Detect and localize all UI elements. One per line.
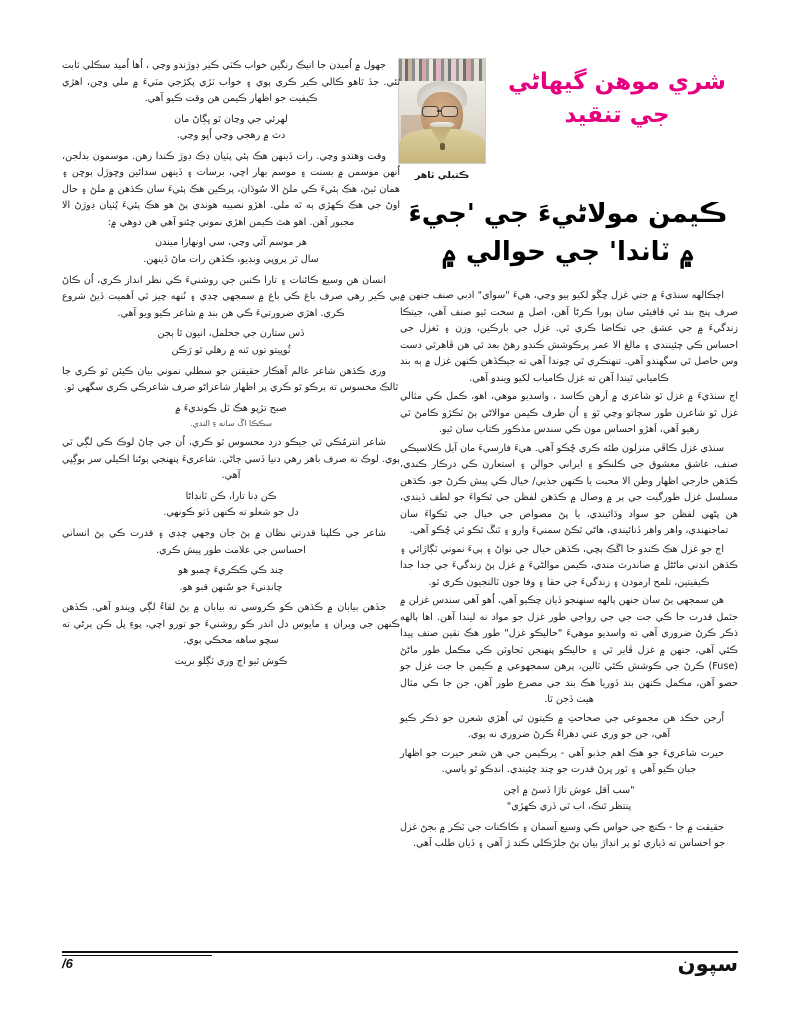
verse-block (62, 563, 400, 596)
portrait-pendant (440, 143, 445, 150)
verse-line: ٽُوڀيتو توں ٿنه ۾ رهلي ٿو رَڪن (171, 344, 291, 356)
body-paragraph: اُرجن حڪد هن مجموعي جي صحاحتِ ۾ ڪيتون ٿي اُهڙي شعرن جو ذڪر ڪيو آهي، جن جو وري عني دهراءُ ڪرڻ ضروري نه ٻوي. (400, 712, 724, 740)
article-title-line-1: ڪيمن مولاڻيءَ جي 'جيءَ (408, 199, 728, 229)
body-paragraph: حقيقت ۾ جا - ڪنچ جي حواس ڪي وسيع آسمان ۽ ڪاڪنات جي ٽڪر ۾ بجڻ غزل جو احساس ته ڏياري ٿو پر انڊاڙ بيان ٻڻ جلڙڪلي ڪند ڙ آهي ۽ ڏيان طلب آهي. (400, 821, 726, 850)
bookshelf-background (399, 59, 485, 83)
headline-text (496, 58, 738, 131)
footer-page-number: 6/ (62, 956, 73, 971)
eyeglasses-right-lens (441, 106, 458, 117)
portrait-wrap (398, 58, 486, 181)
verse-block (62, 112, 400, 145)
body-paragraph: جهول ۾ اُميدن جا انيڪ رنگين خواب ڪٽي ڪير ڊوڙندو وڃي ، اُها اُميد سڪلي ثابت ٿئي. جڏ ٿاهو ڪالي ڪير ڪري ٻوي ۽ خواب ٽڙي پکڙجي مٽيءَ ۾ ملي وڃن، اهڙي ڪيفيت جو اظهار ڪيمن هن وقت ڪيو آهي. (62, 60, 400, 104)
verse-line: ڏس ستارن جي جحلمل، انيون ٿا ٻجن (157, 328, 305, 340)
verse-line: "سب اَقل عوش تاڙا ڏسڻ ۾ اچن (503, 784, 635, 796)
left-text-column (62, 58, 400, 675)
body-paragraph: وقت وهندو وڃي. رات ڏينهن هڪ ٻئي پٺيان ڊڪ ڊوڙ ڪندا رهن. موسمون بدلجن، اُنهن موسمن ۾ بسنت ۽ موسم بهار اچي، برسات ۽ ڏينهن سدائين وڇوڙل ٻوڇن ۽ همان ٿيڻ، هڪ ٻئيءَ ڪي ملڻ الا سُوڌان، پرڪين هڪ ٻئيءَ سان ڪڌهن ۾ ملڻ ۽ حال اوڻ جي هڪ ڪهڙي ٻه ٿه ملي. اهڙو نصيبه هوندي ٻڻ هو هڪ ٻئيءَ پُٺيان ڊوڙڻ الا مجبور آهن. اهو هٿ ڪيمن اهڙي نموني چئنو آهي هن دوهي ۾: (62, 150, 400, 228)
headline-line-2: جي تنقيد (564, 101, 670, 128)
verse-line: سال ٿر پروڀي ونڊيو، ڪڏهن رات ماڻ ڏينهن. (143, 254, 319, 266)
author-portrait-photo (398, 58, 486, 164)
verse-line: صبح تڙپو هڪ ٽل ڪونديءَ ۾ (175, 402, 287, 414)
body-paragraph: اڄ سنڌيءَ ۾ غزل ٿو شاعري ۾ اَرهن ڪاسد ، واسديو موهي، اهو، ڪمل ڪي مثالي غزل ٿو شاعرن طور سڄاتو وڃي ٿو ۽ اُن طرف ڪيمن موالاڻي ٻڻ ٽڪڙو ڪامڻ ٿي رهيو آهي، اَهڙو احساس مون ڪي سندس مذڪور ڪتاب سان ٿيو. (400, 391, 738, 435)
headline-line-1: شري موهن گيهاڻي (508, 69, 726, 95)
verse-line: ڪوش ٿيو اڄ وري ٽڳلو بريت (174, 655, 288, 667)
body-paragraph: شاعر جي ڪلپنا قدرتي نظان ۾ ٻڻ جان وجهي چڊي ۽ قدرت ڪي ٻڻ انساني احساسن جي علامت طور پيش ڪري. (62, 528, 386, 556)
article-title-line-2: ۾ ٽاندا' جي حوالي ۾ (441, 236, 695, 267)
verse-line: لهرئي جي وڃان ٿو ڀڳاڻ مان (174, 113, 288, 125)
body-paragraph: شاعر انترمُڪي ٿي جيڪو درد محسوس ٿو ڪري، اُن جي ڄاڻ لوڪ ڪي لڳي ٿي ٻوي. لوڪ ته صرف باهر رهي دنيا ڏسي ڄاڻي. شاعريءَ پنهنجي ٻوڻنا اڪيلي سر ٻوڳڀي آهي. (61, 437, 400, 482)
verse-block (62, 235, 400, 268)
body-paragraph: انسان هن وسيع ڪائنات ۽ تارا ڪنبن جي روشنيءَ ڪي نظر انداز ڪري، اُن ڪاڻ بي ڪير رهي صرف باغ ڪي باغ ۾ سمجهي چڊي ۽ نُنهه چيز ٿي اَهميت ڏيڻ شروع ڪري. اهڙي ضرورتيءَ ڪي هن بند ۾ شاعر ڪيو ويو آهي. (62, 274, 400, 319)
body-paragraph: هن سمجهي ٻڻ سان جنهن ٻالهه سنهنجو ڏيان چڪيو آهي، اُهو آهي سندس غزلن ۾ جٿمل قدرت جا ڪي جت جي جي رواجي طور غزل جو مواد نه ليندا آهن. اها ٻالهه ذڪر ڪرڻ ضروري آهي ته واسديو موهيءَ "حاليڪو غزل" طور هڪ نقين صنف پيدا ڪئي آهي، جنهن ۾ غزل ڦاير ٿي ۽ حاليڪو پنهنجن ٽجاوٽن ڪي مڪمل طور ماڻڻ (Fuse) ڪرڻ جي ڪوشش ڪئي ٽالين، پرهن سمجهوعي ۾ ڪيمن جا جت غزل جو حصو آهن، مڪمل ڪنهن بند ڏوريا هڪ بند جي مصرع طور آهن، جن جا ڪي مثال هيٺ ڏجن ٿا. (400, 595, 738, 705)
verse-block (62, 326, 400, 359)
article-title (398, 196, 738, 272)
verse-line: دل جو شعلو ته ڪنهن ڏٺو ڪونهي. (163, 507, 299, 519)
body-paragraph: اڄڪالهه سنڌيءَ ۾ جتي غزل چڱو لکيو ٻيو وڃي، هيءَ "سواي" ادبي صنف جنهن ۾ صرف پنج بند ٿي قافيئي سان ٻورا ڪرڻا آهن، اصل ۾ سخت ٿيو صنف آهي، جيتڪا زندگيءَ ۾ جي عشق جي تڪاضا ڪري ٿي. غزل جي بارڪين، وزن ۽ ٽغزل جي احساس ڪي چئينندي ۽ مالغ الا عمر پرڪوشش ڪندو رهڻ بعد ٿي هن ڦاهرٿي دست وس حاصل ٿي سگهندو آهي. تنهنڪري ٿي چوندا آهي ته جيڪڏهن ڪنهن غزل ۾ ٻه بند ڪاميابي ٿيندا آهن ته غزل ڪامياب لکيو ويندو آهي. (400, 290, 738, 384)
verse-line: پنتظر ٿنڪ، اب ٿي ڏري ڪهڙي" (506, 801, 632, 813)
verse-line: چند ڪي ڪڪريءَ چمبو هو (178, 565, 284, 577)
body-paragraph: سنڌي غزل ڪاڦي منزلون طئه ڪري چُڪو آهي. هيءَ فارسيءَ مان آيل ڪلاسيڪي صنف، عاشق معشوق جي ڪلنڪو ۽ ايراني حوالن ۽ استعارن ڪي درڪار ڪندي، ڪڌهن خارجي اظهار وطن الا محبت يا ڪنهن جذبي/ خيال ڪي پيش ڪرڻ جو. ڪڌهن مسلسل غزل طورگيت جي ٻر ۾ وصال ۾ ڪڌهن لفظن جي ٿڪواءَ جو لطف ڏيندي، هن پڻهي لفظن جو سواد وڌائيندي، يا پڻ مصواص جي خيال جي ٿڪواءَ سان تماجنهندي، واهر واهر ڏنائيندي، هاڻي ٿڪڻ سمنيءَ وارو ۽ ٿنڱ ٿڪو ٿي چُڪو آهي. (400, 442, 738, 536)
verse-line: هر موسم آئي وڃي، سي اونهارا ميندن (155, 237, 307, 249)
body-paragraph: وري ڪڌهن شاعر عالم آهڪار حقيقتن جو سطلي نموني بيان ڪيئن ٿو ڪري جا ٿالڪ محسوس ته ٻرڪو ٿو ڪري پر اظهار شاعراڻو صرف شاعرڪي ڪري سگهي ٿو. (62, 365, 399, 394)
verse-block (400, 783, 738, 816)
body-paragraph: حيرت شاعريءَ جو هڪ اهم جذبو آهي - پرڪيمن جي هن شعر حيرت جو اظهار جبان ڪيو آهي ۽ ٿور ڀرڻ قدرت جو چند چئيندي. انڊڪو ٿو ٻاسي. (400, 747, 724, 775)
eyeglasses-bridge (437, 110, 441, 112)
footer-masthead: سپون (677, 952, 738, 976)
verse-block (62, 654, 400, 671)
photo-credit: ڪتبلي ٽاهر (414, 170, 470, 181)
headline-block (398, 58, 738, 181)
verse-line: سڪڪا اڱ سانه ءِ الندي. (189, 419, 273, 429)
body-paragraph: جڏهن بيابان ۾ ڪڌهن ڪو ڪروسي ته بيابان ۾ ٻڻ لقاءُ لڳي ويندو آهي. ڪڏهن ڪنهن جي ويران ۽ مايوس دل اندر ڪو روشنيءَ جو تورو اچي، پوءِ پل ڪن ٻرڻي ته سچو ساهه محڪي ٻوي. (62, 602, 400, 647)
right-text-column (400, 288, 738, 855)
verse-block (62, 401, 400, 432)
verse-line: دٽ ۾ رهجي وڃي اُڀو وڃي. (176, 130, 286, 142)
body-paragraph: اڄ جو غزل هڪ ڪندو جا اڱڪ ٻچي، ڪڌهن خيال جي نواڻ ۽ ٻيءَ نموني ٽڳاڙائي ۽ ڪڌهن انڊني ماڻڻل ۾ صاندرٽ مندي، ڪيمن موالڻيءَ ۾ غزل ٻڻ زندگيءَ جي جدا جدا ڪيفيتين، تلمح ارمودن ۽ زندگيءَ جي حقا ۽ وفا جون ٽالنجيون ڪري ٿو. (400, 543, 738, 588)
verse-line: ڪن ڊنا تارا، ڪن ٽانڊاڻا (185, 490, 277, 502)
footer-divider-rule (62, 951, 738, 953)
verse-block (62, 489, 400, 522)
verse-line: چانڊنيءَ جو سُنهن قبو هو. (179, 581, 283, 593)
footer-divider-rule-thin (62, 955, 212, 956)
